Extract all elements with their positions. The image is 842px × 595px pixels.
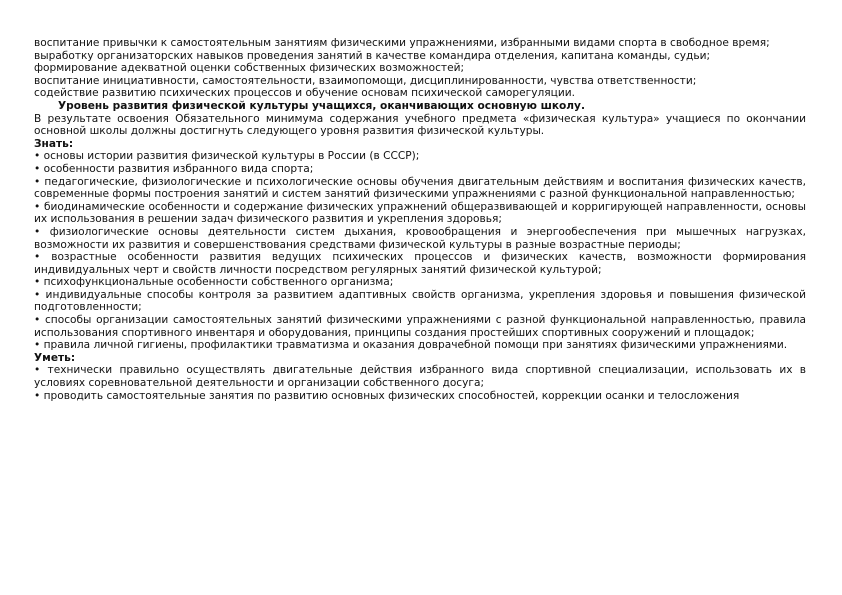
- can-item: • проводить самостоятельные занятия по развитию основных физических способностей, коррекции осанки и телосложения: [34, 389, 740, 402]
- know-item: • возрастные особенности развития ведущих психических процессов и физических качеств, возможности формирования индивидуальных черт и свойств личности посредством регулярных занятий физической культурой;: [34, 251, 806, 276]
- intro-line: формирование адекватной оценки собственных физических возможностей;: [34, 62, 465, 75]
- intro-line: выработку организаторских навыков проведения занятий в качестве командира отделения, капитана команды, судьи;: [34, 49, 711, 62]
- know-item: • способы организации самостоятельных занятий физическими упражнениями с разной функциональной направленностью, правила использования спортивного инвентаря и оборудования, принципы создания простейших спортивных сооружений и площадок;: [34, 314, 806, 339]
- know-item: • биодинамические особенности и содержание физических упражнений общеразвивающей и корригирующей направленности, основы их использования в решении задач физического развития и укрепления здоровья;: [34, 200, 806, 226]
- know-item: • особенности развития избранного вида спорта;: [34, 162, 314, 175]
- lead-paragraph: В результате освоения Обязательного минимума содержания учебного предмета «физическая культура» учащиеся по окончании основной школы должны достигнуть следующего уровня развития физической культуры.: [34, 112, 806, 138]
- know-item: • психофункциональные особенности собственного организма;: [34, 276, 394, 289]
- know-item: • физиологические основы деятельности систем дыхания, кровообращения и энергообеспечения при мышечных нагрузках, возможности их развития и совершенствования средствами физической культуры в разные возрастные периоды;: [34, 225, 806, 251]
- know-item: • педагогические, физиологические и психологические основы обучения двигательным действиям и воспитания физических качеств, современные формы построения занятий и систем занятий физическими упражнениями с разной функциональной направленностью;: [34, 175, 806, 201]
- know-item: • основы истории развития физической культуры в России (в СССР);: [34, 150, 420, 163]
- intro-line: содействие развитию психических процессов и обучение основам психической саморегуляции.: [34, 87, 575, 100]
- can-item: • технически правильно осуществлять двигательные действия избранного вида спортивной специализации, использовать их в условиях соревновательной деятельности и организации собственного досуга;: [34, 364, 806, 390]
- section-heading: Уровень развития физической культуры учащихся, оканчивающих основную школу.: [58, 99, 585, 112]
- know-item: • правила личной гигиены, профилактики травматизма и оказания доврачебной помощи при занятиях физическими упражнениями.: [34, 339, 788, 352]
- document-page: [34, 37, 806, 402]
- intro-line: воспитание привычки к самостоятельным занятиям физическими упражнениями, избранными видами спорта в свободное время;: [34, 37, 770, 49]
- know-item: • индивидуальные способы контроля за развитием адаптивных свойств организма, укрепления здоровья и повышения физической подготовленности;: [34, 288, 806, 314]
- can-label: Уметь:: [34, 351, 76, 364]
- know-label: Знать:: [34, 137, 74, 150]
- intro-line: воспитание инициативности, самостоятельности, взаимопомощи, дисциплинированности, чувства ответственности;: [34, 74, 697, 87]
